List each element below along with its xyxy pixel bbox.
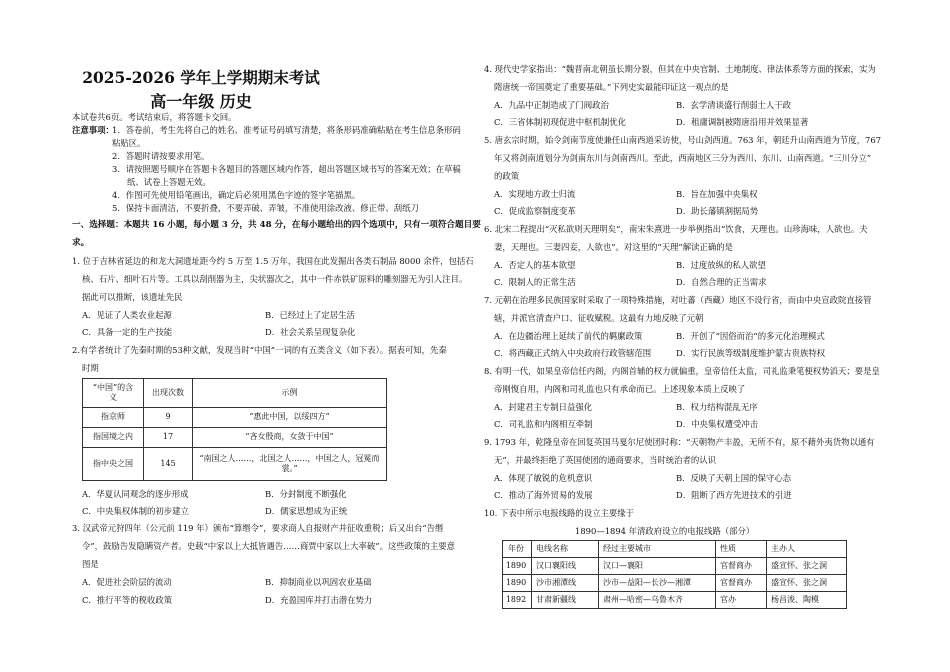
q7-option-a[interactable]: A．在边疆治理上延续了前代的羁縻政策: [494, 331, 643, 341]
q5-option-a[interactable]: A．实现地方政士归流: [494, 189, 576, 199]
q7-stem: 辖，并派官清查户口、征收赋税。这最有力地反映了元朝: [494, 313, 704, 323]
q2-option-b[interactable]: B．分封制度不断强化: [265, 489, 347, 499]
notice-line: 纸、试卷上答题无效。: [127, 177, 211, 187]
table-header: 性质: [716, 541, 767, 558]
q2-table: [82, 378, 387, 481]
table-cell: 9: [144, 408, 193, 428]
table-cell: 汉口—襄阳: [599, 558, 716, 575]
q8-option-c[interactable]: C．司礼监和内阁相互牵制: [494, 419, 593, 429]
table-header: 主办人: [767, 541, 847, 558]
q5-option-c[interactable]: C．促成监察制度变革: [494, 206, 576, 216]
q7-option-d[interactable]: D．实行民族等级制度维护蒙古贵族特权: [676, 348, 826, 358]
table-cell: 沙市湘潭线: [532, 575, 599, 592]
notice-line: 4．作图可先使用铅笔画出，确定后必须用黑色字迹的签字笔描黑。: [112, 190, 361, 200]
q9-option-a[interactable]: A．体现了敏锐的危机意识: [494, 473, 593, 483]
table-cell: 汉口襄阳线: [532, 558, 599, 575]
q7-option-b[interactable]: B．开创了“因俗而治”的多元化治理模式: [676, 331, 825, 341]
table-cell: 145: [144, 448, 193, 481]
table-cell: 肃州—哈密—乌鲁木齐: [599, 592, 716, 609]
table-header: 年份: [503, 541, 532, 558]
q6-option-b[interactable]: B．过度放纵的私人欲望: [676, 260, 766, 270]
q2-option-a[interactable]: A．华夏认同观念的逐步形成: [82, 489, 189, 499]
q9-option-b[interactable]: B．反映了天朝上国的保守心态: [676, 473, 792, 483]
notice-line: 3．请按照题号顺序在答题卡各题目的答题区域内作答，超出答题区域书写的答案无效；在草稿: [112, 164, 461, 174]
table-header: 电线名称: [532, 541, 599, 558]
q5-stem: 5. 唐玄宗时期，始令剑南节度使兼任山南西道采访使，号山剑西道。763 年，朝廷升山南西道为节度，767: [484, 135, 882, 145]
q10-table-title: 1890—1894 年清政府设立的电报线路（部分）: [575, 526, 755, 536]
q8-option-b[interactable]: B．权力结构混乱无序: [676, 402, 758, 412]
notice-line: 5．保持卡面清洁，不要折叠，不要弄破、弄皱，不准使用涂改液、修正带、刮纸刀: [112, 203, 419, 213]
table-row: [503, 592, 847, 609]
q1-option-b[interactable]: B．已经过上了定居生活: [265, 310, 355, 320]
q2-stem: 2.有学者统计了先秦时期的53种文献，发现当时“中国”一词的有五类含义（如下表）。据表可知，先秦: [72, 345, 447, 355]
table-cell: 1892: [503, 592, 532, 609]
table-cell: 1890: [503, 558, 532, 575]
q8-option-a[interactable]: A．封建君主专制日益强化: [494, 402, 593, 412]
q3-option-b[interactable]: B．抑制商业以巩固农业基础: [265, 577, 372, 587]
section-heading: 一、选择题：本题共 16 小题，每小题 3 分，共 48 分，在每小题给出的四个选项中，只有一项符合题目要: [72, 220, 481, 230]
table-cell: “南国之人……，北国之人……，中国之人，冠冕而 裳。”: [193, 448, 387, 481]
exam-title: 2025-2026 学年上学期期末考试: [82, 68, 320, 87]
q2-header-example: 示例: [193, 379, 387, 408]
table-row: [83, 428, 387, 448]
q5-option-d[interactable]: D．助长藩镇割据局势: [676, 206, 759, 216]
table-cell: 17: [144, 428, 193, 448]
table-row: [83, 408, 387, 428]
q1-stem: 核、石片、细叶石片等。工具以刮削器为主，尖状器次之，其中一件赤铁矿原料的雕刻器无为引人注目。: [82, 274, 468, 284]
notice-line: 2．答题时请按要求用笔。: [112, 151, 210, 161]
q6-option-c[interactable]: C．限制人的正常生活: [494, 277, 576, 287]
q4-option-c[interactable]: C．三省体制初现促进中枢机制优化: [494, 117, 627, 127]
table-cell: 盛宣怀、张之洞: [767, 575, 847, 592]
table-row: [503, 575, 847, 592]
q9-option-c[interactable]: C．推动了海外贸易的发展: [494, 490, 593, 500]
q4-option-d[interactable]: D．租庸调制被隋唐沿用并效果显著: [676, 117, 809, 127]
q2-header-count: 出现次数: [144, 379, 193, 408]
q1-stem: 据此可以推断，该遗址先民: [82, 292, 183, 302]
q2-stem: 时期: [82, 363, 99, 373]
q4-option-b[interactable]: B．玄学清谈盛行削弱士人干政: [676, 100, 792, 110]
q2-option-d[interactable]: D．儒家思想成为正统: [265, 506, 348, 516]
q6-option-d[interactable]: D．自然合理的正当需求: [676, 277, 767, 287]
table-cell: 沙市—益阳—长沙—湘潭: [599, 575, 716, 592]
exam-subtitle: 高一年级 历史: [150, 92, 252, 111]
q8-option-d[interactable]: D．中央集权遭受冲击: [676, 419, 759, 429]
q10-table: [502, 540, 847, 609]
q3-option-a[interactable]: A．促进社会阶层的流动: [82, 577, 172, 587]
q9-stem: 无”，并最终拒绝了英国使团的通商要求，当时统治者的认识: [494, 455, 717, 465]
table-cell: 指中央之国: [83, 448, 144, 481]
table-cell: 1890: [503, 575, 532, 592]
q2-option-c[interactable]: C．中央集权体制的初步建立: [82, 506, 189, 516]
q1-option-d[interactable]: D．社会关系呈现复杂化: [265, 327, 356, 337]
q3-stem: 令”，鼓励告发隐瞒资产者。史载“中家以上大抵皆遇告……商贾中家以上大率破”。这些政策的主要意: [82, 541, 455, 551]
q4-stem: 4. 现代史学家指出：“魏晋南北朝虽长期分裂，但其在中央官制、土地制度、律法体系等方面的探索，实为: [484, 64, 876, 74]
table-cell: “吝女殷商，女敛于中国”: [193, 428, 387, 448]
q6-stem: 妻，天理也。三妻四妾，人欲也”。对这里的“天理”解读正确的是: [494, 242, 733, 252]
q9-stem: 9. 1793 年，乾隆皇帝在回复英国马戛尔尼使团时称：“天朝物产丰盈，无所不有，原不藉外夷货物以通有: [484, 437, 875, 447]
table-cell: 杨昌浚、陶模: [767, 592, 847, 609]
q3-stem: 3. 汉武帝元狩四年（公元前 119 年）颁布“算缗令”，要求商人自报财产并征收重税；后又出台“告缗: [72, 523, 444, 533]
q3-option-c[interactable]: C．推行平等的税收政策: [82, 595, 173, 605]
q6-option-a[interactable]: A．否定人的基本欲望: [494, 260, 576, 270]
page-note: 本试卷共6页。考试结束后，将答题卡交回。: [72, 112, 237, 122]
q4-stem: 隋唐统一帝国奠定了重要基础。”下列史实最能印证这一观点的是: [494, 82, 729, 92]
table-header: 经过主要城市: [599, 541, 716, 558]
table-cell: 指国境之内: [83, 428, 144, 448]
q9-option-d[interactable]: D．阻断了西方先进技术的引进: [676, 490, 792, 500]
table-cell: 官督商办: [716, 575, 767, 592]
q8-stem: 帝刚愎自用，内阁和司礼监也只有承命而已。上述现象本质上反映了: [494, 384, 746, 394]
q8-stem: 8. 有明一代，如果皇帝信任内阁，内阁首辅的权力就偏重，皇帝信任太监，司礼监秉笔便权势滔天；要是皇: [484, 366, 880, 376]
table-cell: 官办: [716, 592, 767, 609]
notice-label: 注意事项：: [72, 125, 114, 135]
q10-stem: 10. 下表中所示电报线路的设立主要缘于: [484, 508, 634, 518]
q4-option-a[interactable]: A．九品中正制造成了门阀政治: [494, 100, 609, 110]
table-header-row: [503, 541, 847, 558]
q3-stem: 图是: [82, 559, 99, 569]
q2-header-meaning: “中国”的含 义: [83, 379, 144, 408]
q7-stem: 7. 元朝在治理多民族国家时采取了一项特殊措施，对吐蕃（西藏）地区不设行省，而由中央宣政院直接管: [484, 295, 872, 305]
table-row: [503, 558, 847, 575]
q3-option-d[interactable]: D．充盈国库并打击潜在势力: [265, 595, 373, 605]
table-row: [83, 448, 387, 481]
q5-stem: 年又将剑南道划分为剑南东川与剑南西川。至此，西南地区三分为西川、东川、山南西道。“三川分立”: [494, 153, 872, 163]
table-cell: 指京师: [83, 408, 144, 428]
q1-option-a[interactable]: A．见证了人类农业起源: [82, 310, 172, 320]
q5-option-b[interactable]: B．旨在加强中央集权: [676, 189, 758, 199]
q6-stem: 6. 北宋二程提出“灭私欲则天理明矣”，南宋朱熹进一步举例指出“饮食，天理也。山珍海味，人欲也。夫: [484, 224, 868, 234]
table-cell: 盛宣怀、张之洞: [767, 558, 847, 575]
q7-option-c[interactable]: C．将西藏正式纳入中央政府行政管辖范围: [494, 348, 652, 358]
table-cell: 官督商办: [716, 558, 767, 575]
q5-stem: 的政策: [494, 171, 520, 181]
table-cell: “惠此中国，以绥四方”: [193, 408, 387, 428]
section-heading-cont: 求。: [72, 238, 90, 248]
table-cell: 甘肃新疆线: [532, 592, 599, 609]
notice-line: 1．答卷前，考生先将自己的姓名、准考证号码填写清楚，将条形码准确粘贴在考生信息条形码: [112, 125, 461, 135]
notice-line: 粘贴区。: [112, 138, 146, 148]
q1-stem: 1. 位于吉林省延边的和龙大洞遗址距今约 5 万至 1.5 万年，我国在此发掘出各类石制品 8000 余件，包括石: [72, 256, 474, 266]
q1-option-c[interactable]: C．具备一定的生产技能: [82, 327, 173, 337]
